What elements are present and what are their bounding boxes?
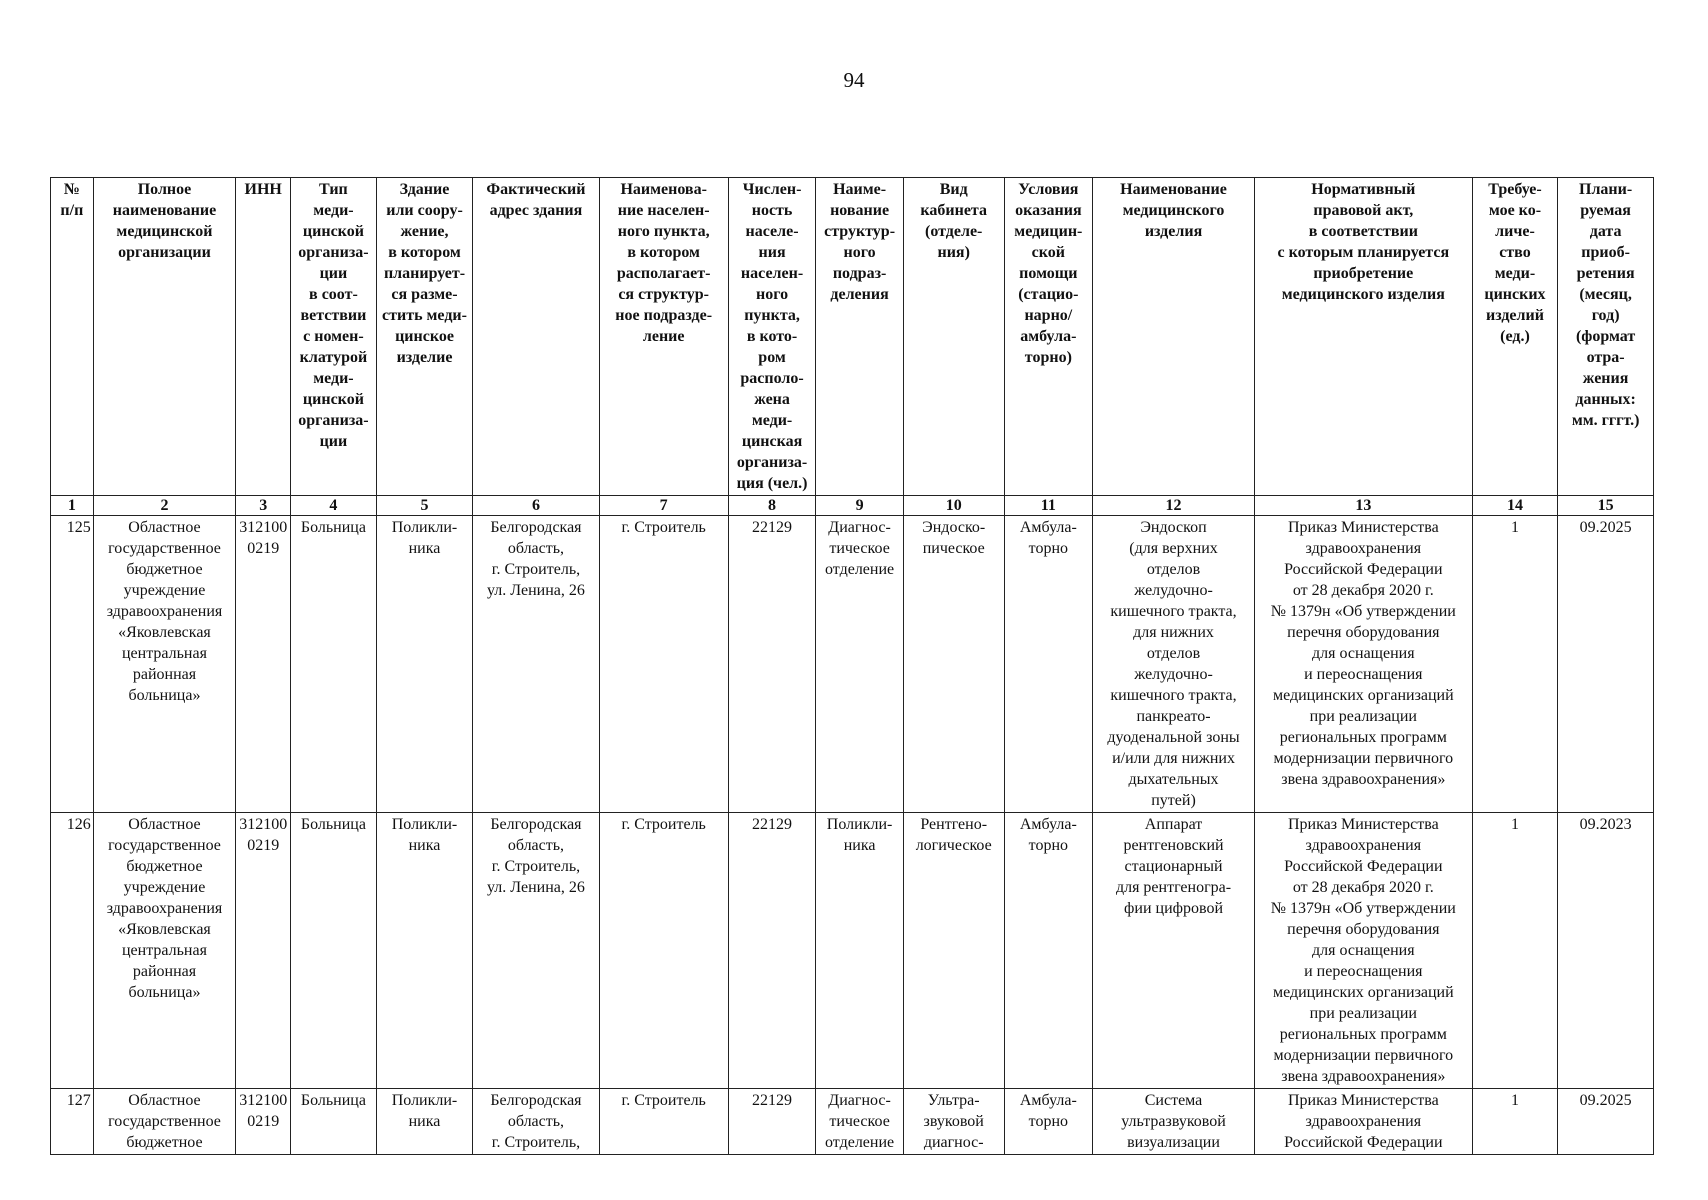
header-cell-org-type: Тип меди- цинской организа- ции в соот- ветствии с номен- клатурой меди- цинской организа- ции	[291, 178, 376, 496]
table-row	[51, 1089, 1654, 1155]
legal-act-cell: Приказ Министерства здравоохранения Российской Федерации	[1254, 1089, 1472, 1155]
organization-cell: Областное государственное бюджетное учреждение здравоохранения «Яковлевская центральная районная больница»	[93, 813, 235, 1089]
column-number: 14	[1472, 496, 1557, 516]
organization-cell: Областное государственное бюджетное учреждение здравоохранения «Яковлевская центральная районная больница»	[93, 516, 235, 813]
page-number: 94	[843, 68, 865, 92]
table-row	[51, 813, 1654, 1089]
header-cell-settlement: Наименова- ние населен- ного пункта, в котором располагает- ся структур- ное подразде- ление	[599, 178, 728, 496]
column-number: 6	[473, 496, 599, 516]
column-number: 1	[51, 496, 94, 516]
header-cell-conditions: Условия оказания медицин- ской помощи (стацио- нарно/ амбула- торно)	[1004, 178, 1093, 496]
unit-cell: Поликли- ника	[816, 813, 904, 1089]
cabinet-cell: Ультра- звуковой диагнос-	[903, 1089, 1004, 1155]
population-cell: 22129	[728, 516, 816, 813]
population-cell: 22129	[728, 1089, 816, 1155]
building-cell: Поликли- ника	[376, 516, 473, 813]
settlement-cell: г. Строитель	[599, 1089, 728, 1155]
column-number: 15	[1558, 496, 1654, 516]
column-number: 13	[1254, 496, 1472, 516]
device-cell: Эндоскоп (для верхних отделов желудочно- кишечного тракта, для нижних отделов желудочно- кишечного тракта, панкреато- дуоденальной зоны и/или для нижних дыхательных путей)	[1093, 516, 1255, 813]
inn-cell: 312100 0219	[236, 813, 291, 1089]
column-number: 5	[376, 496, 473, 516]
cabinet-cell: Эндоско- пическое	[903, 516, 1004, 813]
header-row	[51, 178, 1654, 496]
column-number: 12	[1093, 496, 1255, 516]
building-cell: Поликли- ника	[376, 813, 473, 1089]
org-type-cell: Больница	[291, 516, 376, 813]
column-number: 10	[903, 496, 1004, 516]
org-type-cell: Больница	[291, 813, 376, 1089]
header-cell-unit: Наиме- нование структур- ного подраз- деления	[816, 178, 904, 496]
row-number-cell: 127	[51, 1089, 94, 1155]
building-cell: Поликли- ника	[376, 1089, 473, 1155]
legal-act-cell: Приказ Министерства здравоохранения Российской Федерации от 28 декабря 2020 г. № 1379н «Об утверждении перечня оборудования для оснащения и переоснащения медицинских организаций при реализации региональных программ модернизации первичного звена здравоохранения»	[1254, 813, 1472, 1089]
conditions-cell: Амбула- торно	[1004, 1089, 1093, 1155]
header-cell-building: Здание или соору- жение, в котором планирует- ся разме- стить меди- цинское изделие	[376, 178, 473, 496]
settlement-cell: г. Строитель	[599, 516, 728, 813]
column-number: 8	[728, 496, 816, 516]
address-cell: Белгородская область, г. Строитель, ул. Ленина, 26	[473, 813, 599, 1089]
address-cell: Белгородская область, г. Строитель, ул. Ленина, 26	[473, 516, 599, 813]
header-cell-population: Числен- ность населе- ния населен- ного пункта, в кото- ром располо- жена меди- цинская организа- ция (чел.)	[728, 178, 816, 496]
header-cell-number: № п/п	[51, 178, 94, 496]
header-cell-legal-act: Нормативный правовой акт, в соответствии с которым планируется приобретение медицинского изделия	[1254, 178, 1472, 496]
cabinet-cell: Рентгено- логическое	[903, 813, 1004, 1089]
unit-cell: Диагнос- тическое отделение	[816, 516, 904, 813]
header-cell-device: Наименование медицинского изделия	[1093, 178, 1255, 496]
quantity-cell: 1	[1472, 1089, 1557, 1155]
organization-cell: Областное государственное бюджетное	[93, 1089, 235, 1155]
row-number-cell: 126	[51, 813, 94, 1089]
settlement-cell: г. Строитель	[599, 813, 728, 1089]
inn-cell: 312100 0219	[236, 516, 291, 813]
header-cell-date: Плани- руемая дата приоб- ретения (месяц, год) (формат отра- жения данных: мм. гггт.)	[1558, 178, 1654, 496]
date-cell: 09.2023	[1558, 813, 1654, 1089]
column-number: 9	[816, 496, 904, 516]
header-cell-quantity: Требуе- мое ко- личе- ство меди- цинских изделий (ед.)	[1472, 178, 1557, 496]
column-number: 3	[236, 496, 291, 516]
row-number-cell: 125	[51, 516, 94, 813]
date-cell: 09.2025	[1558, 516, 1654, 813]
quantity-cell: 1	[1472, 516, 1557, 813]
header-cell-address: Фактический адрес здания	[473, 178, 599, 496]
column-number: 11	[1004, 496, 1093, 516]
date-cell: 09.2025	[1558, 1089, 1654, 1155]
column-number: 2	[93, 496, 235, 516]
conditions-cell: Амбула- торно	[1004, 813, 1093, 1089]
column-number-row	[51, 496, 1654, 516]
medical-equipment-table	[50, 177, 1654, 1155]
address-cell: Белгородская область, г. Строитель,	[473, 1089, 599, 1155]
column-number: 4	[291, 496, 376, 516]
conditions-cell: Амбула- торно	[1004, 516, 1093, 813]
org-type-cell: Больница	[291, 1089, 376, 1155]
table-row	[51, 516, 1654, 813]
header-cell-inn: ИНН	[236, 178, 291, 496]
device-cell: Система ультразвуковой визуализации	[1093, 1089, 1255, 1155]
column-number: 7	[599, 496, 728, 516]
population-cell: 22129	[728, 813, 816, 1089]
legal-act-cell: Приказ Министерства здравоохранения Российской Федерации от 28 декабря 2020 г. № 1379н «Об утверждении перечня оборудования для оснащения и переоснащения медицинских организаций при реализации региональных программ модернизации первичного звена здравоохранения»	[1254, 516, 1472, 813]
unit-cell: Диагнос- тическое отделение	[816, 1089, 904, 1155]
header-cell-organization: Полное наименование медицинской организации	[93, 178, 235, 496]
header-cell-cabinet: Вид кабинета (отделе- ния)	[903, 178, 1004, 496]
quantity-cell: 1	[1472, 813, 1557, 1089]
inn-cell: 312100 0219	[236, 1089, 291, 1155]
device-cell: Аппарат рентгеновский стационарный для рентгеногра- фии цифровой	[1093, 813, 1255, 1089]
